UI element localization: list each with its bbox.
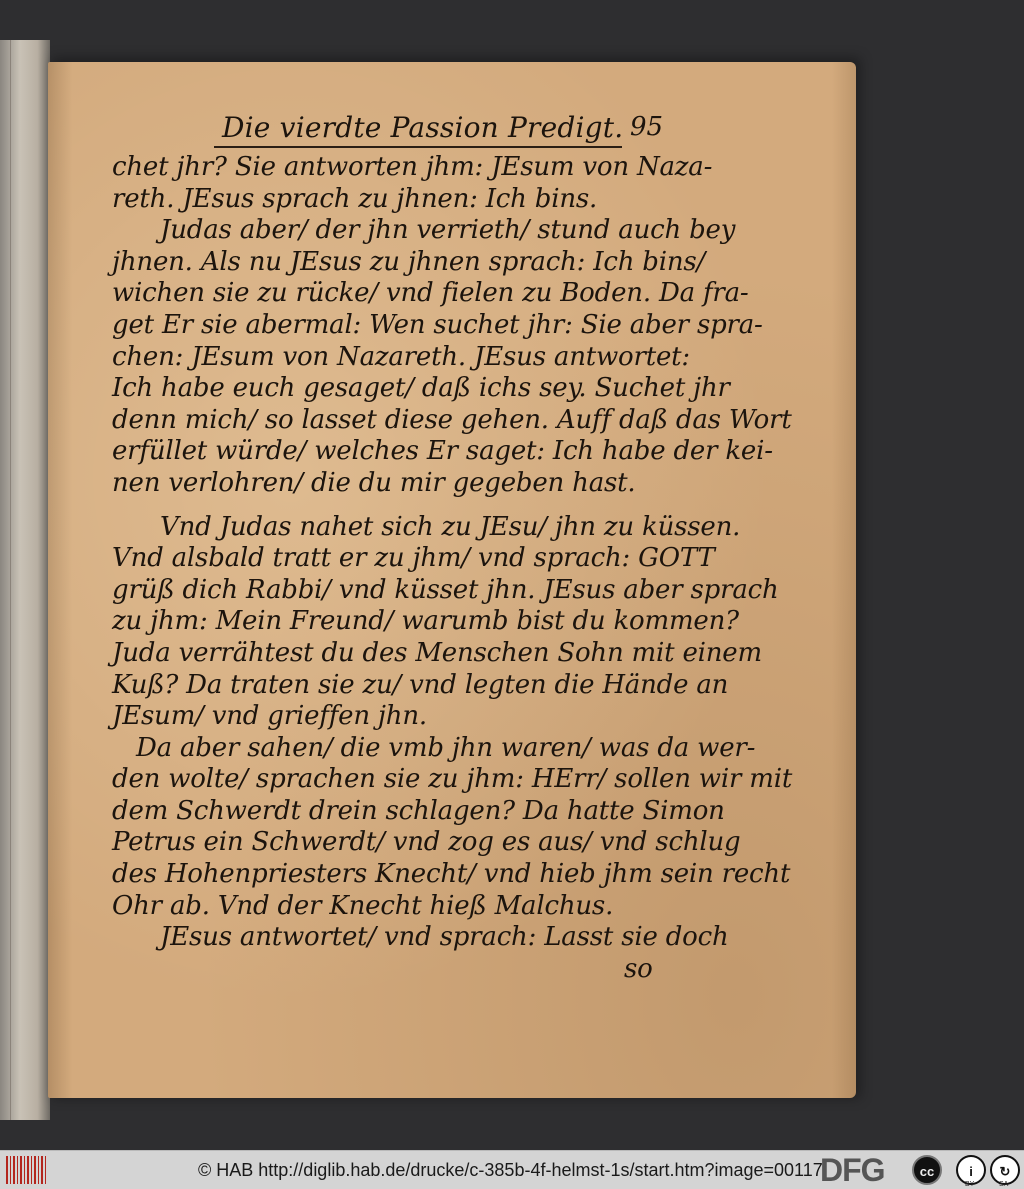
- text-line: JEsum/ vnd grieffen jhn.: [112, 701, 427, 732]
- text-line: reth. JEsus sprach zu jhnen: Ich bins.: [112, 183, 598, 214]
- text-line: Petrus ein Schwerdt/ vnd zog es aus/ vnd schlug: [112, 827, 741, 858]
- page-number: 95: [630, 112, 664, 142]
- text-line: chen: JEsum von Nazareth. JEsus antwortet:: [112, 341, 690, 372]
- text-line: Kuß? Da traten sie zu/ vnd legten die Hände an: [112, 669, 729, 700]
- text-line: zu jhm: Mein Freund/ warumb bist du kommen?: [112, 606, 739, 637]
- text-line: den wolte/ sprachen sie zu jhm: HErr/ sollen wir mit: [112, 764, 793, 795]
- text-line: Da aber sahen/ die vmb jhn waren/ was da wer-: [136, 732, 756, 763]
- text-line: Judas aber/ der jhn verrieth/ stund auch bey: [160, 215, 736, 246]
- text-line: wichen sie zu rücke/ vnd fielen zu Boden. Da fra-: [112, 278, 749, 309]
- cc-sa-icon: ↻: [990, 1155, 1020, 1185]
- text-line: chet jhr? Sie antworten jhm: JEsum von Naza-: [112, 152, 713, 182]
- text-line: Vnd alsbald tratt er zu jhm/ vnd sprach: GOTT: [112, 543, 715, 574]
- text-line: Juda verrähtest du des Menschen Sohn mit einem: [112, 637, 762, 668]
- book-fore-edge: [0, 40, 50, 1120]
- text-line: grüß dich Rabbi/ vnd küsset jhn. JEsus aber sprach: [112, 574, 779, 605]
- text-line: JEsus antwortet/ vnd sprach: Lasst sie doch: [160, 922, 729, 953]
- text-line: erfüllet würde/ welches Er saget: Ich habe der kei-: [112, 436, 773, 467]
- text-line: des Hohenpriesters Knecht/ vnd hieb jhm sein recht: [112, 859, 791, 890]
- header-rule: [214, 146, 622, 148]
- catchword: so: [624, 953, 653, 984]
- dfg-logo: DFG: [820, 1152, 885, 1188]
- text-line: Ohr ab. Vnd der Knecht hieß Malchus.: [112, 890, 614, 921]
- text-line: Vnd Judas nahet sich zu JEsu/ jhn zu küssen.: [160, 511, 741, 542]
- permalink[interactable]: © HAB http://diglib.hab.de/drucke/c-385b-4f-helmst-1s/start.htm?image=00117: [198, 1160, 823, 1180]
- running-title: Die vierdte Passion Predigt.: [222, 111, 624, 144]
- text-body: [112, 152, 793, 985]
- cc-by-icon: i: [956, 1155, 986, 1185]
- text-line: get Er sie abermal: Wen suchet jhr: Sie aber spra-: [112, 309, 763, 340]
- viewer-footer: [0, 1150, 1024, 1189]
- barcode-icon: [6, 1156, 46, 1184]
- text-line: nen verlohren/ die du mir gegeben hast.: [112, 467, 636, 498]
- paragraph-gap: [112, 500, 652, 512]
- text-line: Ich habe euch gesaget/ daß ichs sey. Suchet jhr: [112, 373, 730, 404]
- cc-license-icon[interactable]: cc: [912, 1155, 942, 1185]
- text-line: denn mich/ so lasset diese gehen. Auff daß das Wort: [112, 404, 792, 435]
- cc-sa-label: SA: [999, 1181, 1009, 1188]
- cc-by-label: BY: [965, 1181, 975, 1188]
- text-line: jhnen. Als nu JEsus zu jhnen sprach: Ich bins/: [112, 246, 706, 277]
- text-line: dem Schwerdt drein schlagen? Da hatte Simon: [112, 795, 725, 826]
- running-header: [222, 111, 662, 147]
